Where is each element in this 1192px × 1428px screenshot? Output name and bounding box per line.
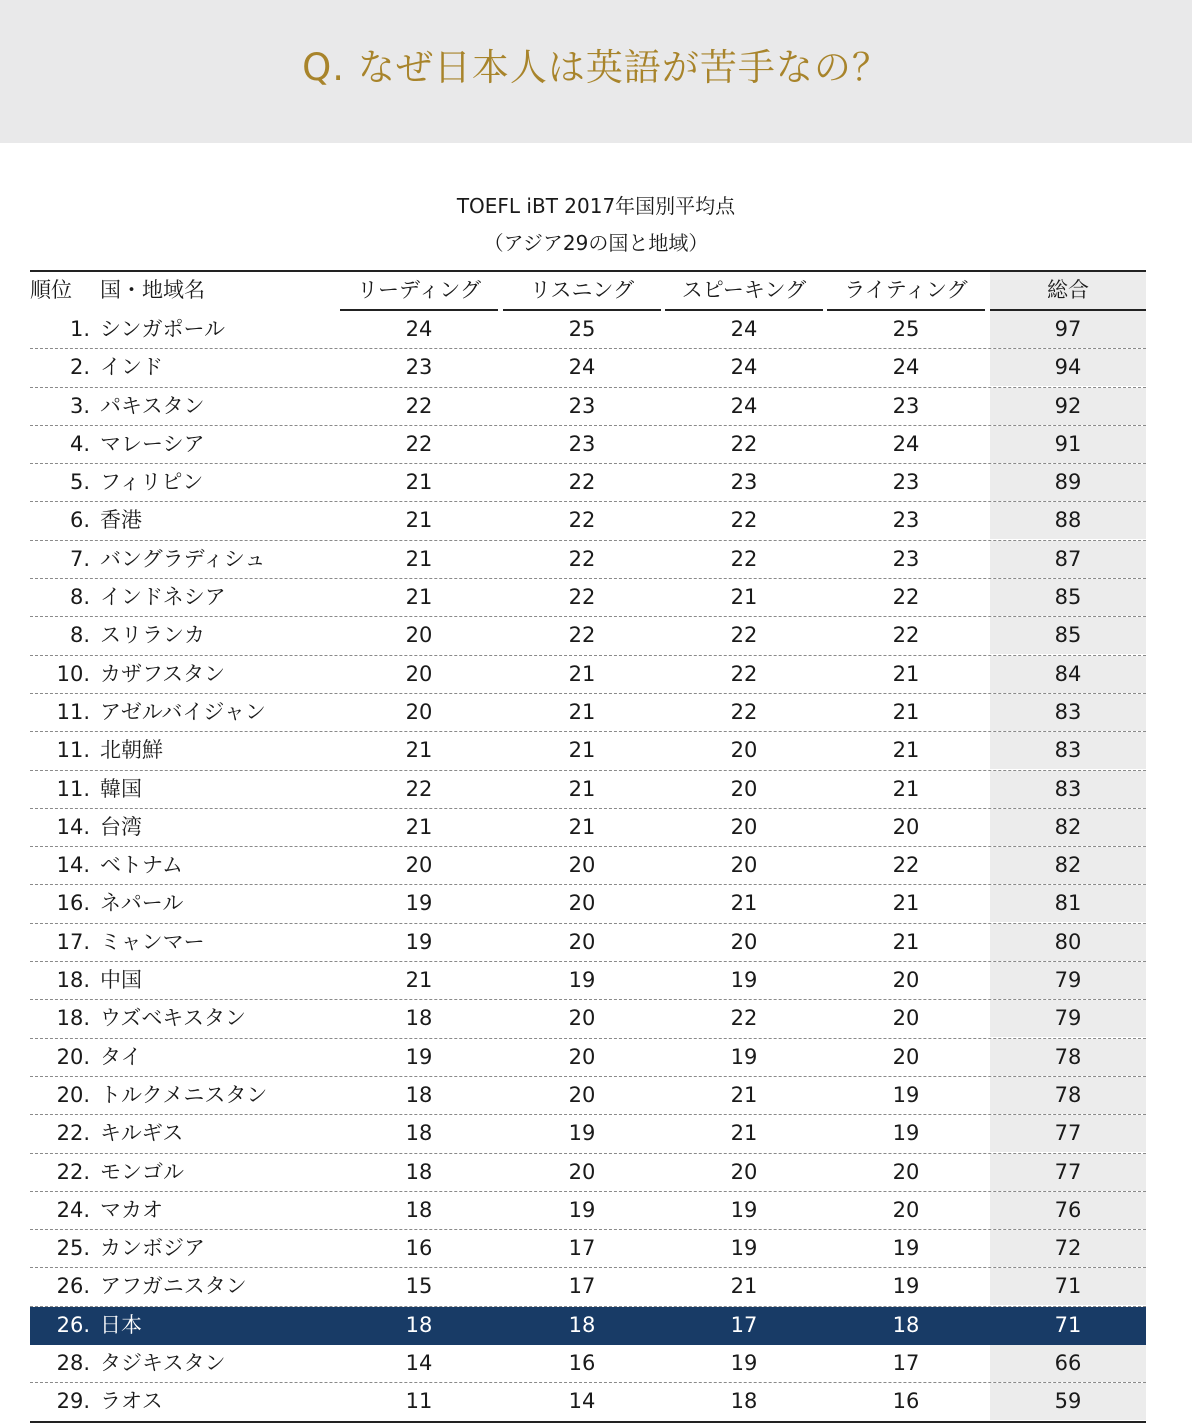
writing-cell: 17 xyxy=(892,1351,920,1376)
total-cell: 66 xyxy=(1054,1351,1082,1376)
table-subtitle: （アジア29の国と地域） xyxy=(483,231,709,255)
listening-cell: 25 xyxy=(568,317,596,341)
reading-cell: 18 xyxy=(405,1312,433,1337)
rank-cell: 10. xyxy=(56,661,90,686)
rank-cell: 26. xyxy=(56,1312,90,1337)
reading-cell: 21 xyxy=(405,738,433,763)
rank-cell: 17. xyxy=(56,929,90,954)
reading-cell: 18 xyxy=(405,1197,433,1222)
listening-cell: 20 xyxy=(568,1006,596,1031)
rank-cell: 14. xyxy=(56,853,90,878)
rank-cell: 2. xyxy=(69,355,90,380)
speaking-cell: 19 xyxy=(730,1236,758,1261)
table-row xyxy=(30,1000,1146,1038)
name-cell: スリランカ xyxy=(100,623,205,648)
speaking-cell: 20 xyxy=(730,853,758,878)
table-row xyxy=(30,426,1146,464)
total-cell: 83 xyxy=(1054,776,1082,801)
total-cell: 87 xyxy=(1054,546,1082,571)
writing-cell: 20 xyxy=(892,1197,920,1222)
speaking-cell: 22 xyxy=(730,431,758,456)
name-cell: カンボジア xyxy=(100,1236,205,1261)
total-cell: 85 xyxy=(1054,623,1082,648)
reading-cell: 22 xyxy=(405,393,433,418)
rank-cell: 20. xyxy=(56,1082,90,1107)
name-cell: 北朝鮮 xyxy=(100,738,163,763)
table-row xyxy=(30,1154,1146,1192)
reading-cell: 24 xyxy=(405,317,433,341)
listening-cell: 20 xyxy=(568,891,596,916)
total-cell: 72 xyxy=(1054,1236,1082,1261)
name-cell: マレーシア xyxy=(100,431,205,456)
rank-cell: 8. xyxy=(69,623,90,648)
reading-cell: 18 xyxy=(405,1159,433,1184)
table-row xyxy=(30,579,1146,617)
total-cell: 84 xyxy=(1054,661,1082,686)
table-row xyxy=(30,1383,1146,1422)
listening-cell: 20 xyxy=(568,1159,596,1184)
table-row xyxy=(30,924,1146,962)
col-header-speaking: スピーキング xyxy=(681,278,807,302)
speaking-cell: 24 xyxy=(730,317,758,341)
col-header-total: 総合 xyxy=(1047,278,1089,302)
writing-cell: 20 xyxy=(892,814,920,839)
table-body xyxy=(30,311,1146,1423)
name-cell: ミャンマー xyxy=(100,929,205,954)
writing-cell: 21 xyxy=(892,738,920,763)
speaking-cell: 21 xyxy=(730,1121,758,1146)
listening-cell: 20 xyxy=(568,1044,596,1069)
name-cell: ラオス xyxy=(100,1389,163,1414)
table-row xyxy=(30,885,1146,923)
name-cell: ベトナム xyxy=(100,853,183,878)
table-row xyxy=(30,1039,1146,1077)
reading-cell: 18 xyxy=(405,1121,433,1146)
listening-cell: 20 xyxy=(568,853,596,878)
speaking-cell: 19 xyxy=(730,968,758,993)
rank-cell: 26. xyxy=(56,1274,90,1299)
writing-cell: 21 xyxy=(892,699,920,724)
reading-cell: 20 xyxy=(405,661,433,686)
rank-cell: 6. xyxy=(69,508,90,533)
listening-cell: 14 xyxy=(568,1389,596,1414)
table-row xyxy=(30,1077,1146,1115)
reading-cell: 18 xyxy=(405,1082,433,1107)
speaking-cell: 20 xyxy=(730,738,758,763)
listening-cell: 21 xyxy=(568,776,596,801)
speaking-cell: 22 xyxy=(730,661,758,686)
table-title: TOEFL iBT 2017年国別平均点 xyxy=(456,194,736,218)
table-row xyxy=(30,311,1146,349)
name-cell: タイ xyxy=(100,1044,142,1069)
speaking-cell: 19 xyxy=(730,1044,758,1069)
listening-cell: 21 xyxy=(568,699,596,724)
table-row xyxy=(30,1115,1146,1153)
rank-cell: 8. xyxy=(69,585,90,610)
writing-cell: 21 xyxy=(892,929,920,954)
name-cell: ネパール xyxy=(100,891,184,916)
table-row xyxy=(30,847,1146,885)
listening-cell: 21 xyxy=(568,738,596,763)
table-row xyxy=(30,617,1146,655)
reading-cell: 19 xyxy=(405,1044,433,1069)
listening-cell: 19 xyxy=(568,1197,596,1222)
reading-cell: 20 xyxy=(405,623,433,648)
speaking-cell: 21 xyxy=(730,585,758,610)
table-row xyxy=(30,388,1146,426)
col-header-name: 国・地域名 xyxy=(100,278,205,302)
listening-cell: 20 xyxy=(568,929,596,954)
speaking-cell: 22 xyxy=(730,623,758,648)
table-row xyxy=(30,502,1146,540)
total-cell: 91 xyxy=(1054,431,1082,456)
writing-cell: 22 xyxy=(892,623,920,648)
total-cell: 83 xyxy=(1054,699,1082,724)
reading-cell: 20 xyxy=(405,699,433,724)
table-row-highlighted xyxy=(30,1307,1146,1345)
name-cell: フィリピン xyxy=(100,470,204,495)
total-cell: 78 xyxy=(1054,1044,1082,1069)
table-row xyxy=(30,349,1146,387)
writing-cell: 19 xyxy=(892,1082,920,1107)
speaking-cell: 22 xyxy=(730,546,758,571)
speaking-cell: 20 xyxy=(730,776,758,801)
total-cell: 59 xyxy=(1054,1389,1082,1414)
writing-cell: 20 xyxy=(892,968,920,993)
rank-cell: 11. xyxy=(56,776,90,801)
listening-cell: 22 xyxy=(568,546,596,571)
total-cell: 83 xyxy=(1054,738,1082,763)
listening-cell: 18 xyxy=(568,1312,596,1337)
total-cell: 92 xyxy=(1054,393,1082,418)
speaking-cell: 22 xyxy=(730,508,758,533)
listening-cell: 17 xyxy=(568,1274,596,1299)
name-cell: 韓国 xyxy=(100,776,142,801)
speaking-cell: 20 xyxy=(730,1159,758,1184)
reading-cell: 23 xyxy=(405,355,433,380)
rank-cell: 25. xyxy=(56,1236,90,1261)
rank-cell: 11. xyxy=(56,699,90,724)
writing-cell: 21 xyxy=(892,891,920,916)
total-cell: 81 xyxy=(1054,891,1082,916)
table-row xyxy=(30,732,1146,770)
writing-cell: 21 xyxy=(892,661,920,686)
table-row xyxy=(30,541,1146,579)
name-cell: キルギス xyxy=(100,1121,184,1146)
name-cell: カザフスタン xyxy=(100,661,226,686)
rank-cell: 14. xyxy=(56,814,90,839)
name-cell: トルクメニスタン xyxy=(100,1082,268,1107)
total-cell: 80 xyxy=(1054,929,1082,954)
speaking-cell: 20 xyxy=(730,814,758,839)
rank-cell: 24. xyxy=(56,1197,90,1222)
total-cell: 78 xyxy=(1054,1082,1082,1107)
writing-cell: 18 xyxy=(892,1312,920,1337)
total-cell: 76 xyxy=(1054,1197,1082,1222)
speaking-cell: 20 xyxy=(730,929,758,954)
total-cell: 71 xyxy=(1054,1274,1082,1299)
speaking-cell: 21 xyxy=(730,1274,758,1299)
rank-cell: 20. xyxy=(56,1044,90,1069)
total-cell: 82 xyxy=(1054,853,1082,878)
writing-cell: 20 xyxy=(892,1159,920,1184)
name-cell: シンガポール xyxy=(100,317,226,341)
reading-cell: 19 xyxy=(405,929,433,954)
reading-cell: 14 xyxy=(405,1351,433,1376)
total-cell: 89 xyxy=(1054,470,1082,495)
reading-cell: 21 xyxy=(405,585,433,610)
writing-cell: 24 xyxy=(892,431,920,456)
col-header-writing: ライティング xyxy=(844,278,968,302)
rank-cell: 29. xyxy=(56,1389,90,1414)
score-table xyxy=(30,270,1146,1423)
table-row xyxy=(30,656,1146,694)
table-row xyxy=(30,809,1146,847)
rank-cell: 7. xyxy=(69,546,90,571)
total-cell: 94 xyxy=(1054,355,1082,380)
speaking-cell: 22 xyxy=(730,699,758,724)
listening-cell: 20 xyxy=(568,1082,596,1107)
rank-cell: 18. xyxy=(56,1006,90,1031)
reading-cell: 21 xyxy=(405,968,433,993)
listening-cell: 16 xyxy=(568,1351,596,1376)
name-cell: 香港 xyxy=(100,508,142,533)
listening-cell: 22 xyxy=(568,623,596,648)
total-cell: 97 xyxy=(1054,317,1082,341)
listening-cell: 22 xyxy=(568,508,596,533)
writing-cell: 24 xyxy=(892,355,920,380)
writing-cell: 20 xyxy=(892,1006,920,1031)
listening-cell: 22 xyxy=(568,585,596,610)
writing-cell: 23 xyxy=(892,393,920,418)
table-header-row xyxy=(30,270,1146,311)
rank-cell: 1. xyxy=(69,317,90,341)
reading-cell: 11 xyxy=(405,1389,433,1414)
speaking-cell: 19 xyxy=(730,1351,758,1376)
writing-cell: 21 xyxy=(892,776,920,801)
listening-cell: 19 xyxy=(568,1121,596,1146)
table-row xyxy=(30,464,1146,502)
rank-cell: 4. xyxy=(69,431,90,456)
col-header-rank: 順位 xyxy=(30,278,72,302)
rank-cell: 5. xyxy=(69,470,90,495)
speaking-cell: 21 xyxy=(730,1082,758,1107)
speaking-cell: 21 xyxy=(730,891,758,916)
listening-cell: 23 xyxy=(568,393,596,418)
name-cell: アゼルバイジャン xyxy=(100,699,266,724)
reading-cell: 19 xyxy=(405,891,433,916)
table-row xyxy=(30,1230,1146,1268)
rank-cell: 18. xyxy=(56,968,90,993)
total-cell: 71 xyxy=(1054,1312,1082,1337)
name-cell: パキスタン xyxy=(100,393,205,418)
writing-cell: 19 xyxy=(892,1274,920,1299)
name-cell: バングラディシュ xyxy=(100,546,266,571)
name-cell: タジキスタン xyxy=(100,1351,226,1376)
reading-cell: 22 xyxy=(405,776,433,801)
writing-cell: 19 xyxy=(892,1121,920,1146)
rank-cell: 22. xyxy=(56,1121,90,1146)
total-cell: 82 xyxy=(1054,814,1082,839)
writing-cell: 20 xyxy=(892,1044,920,1069)
col-header-reading: リーディング xyxy=(357,278,481,302)
table-row xyxy=(30,1192,1146,1230)
rank-cell: 3. xyxy=(69,393,90,418)
reading-cell: 22 xyxy=(405,431,433,456)
reading-cell: 21 xyxy=(405,814,433,839)
listening-cell: 21 xyxy=(568,814,596,839)
reading-cell: 21 xyxy=(405,508,433,533)
total-cell: 79 xyxy=(1054,1006,1082,1031)
listening-cell: 23 xyxy=(568,431,596,456)
speaking-cell: 19 xyxy=(730,1197,758,1222)
writing-cell: 25 xyxy=(892,317,920,341)
reading-cell: 21 xyxy=(405,470,433,495)
listening-cell: 17 xyxy=(568,1236,596,1261)
writing-cell: 23 xyxy=(892,546,920,571)
question-title: Q. なぜ日本人は英語が苦手なの？ xyxy=(302,45,890,89)
name-cell: 日本 xyxy=(100,1312,142,1337)
name-cell: ウズベキスタン xyxy=(100,1006,246,1031)
speaking-cell: 18 xyxy=(730,1389,758,1414)
reading-cell: 16 xyxy=(405,1236,433,1261)
table-row xyxy=(30,694,1146,732)
writing-cell: 23 xyxy=(892,508,920,533)
listening-cell: 24 xyxy=(568,355,596,380)
writing-cell: 16 xyxy=(892,1389,920,1414)
total-cell: 77 xyxy=(1054,1121,1082,1146)
name-cell: インド xyxy=(100,355,163,380)
table-row xyxy=(30,1268,1146,1306)
speaking-cell: 22 xyxy=(730,1006,758,1031)
speaking-cell: 17 xyxy=(730,1312,758,1337)
writing-cell: 19 xyxy=(892,1236,920,1261)
name-cell: アフガニスタン xyxy=(100,1274,247,1299)
name-cell: マカオ xyxy=(100,1197,163,1222)
writing-cell: 22 xyxy=(892,853,920,878)
name-cell: インドネシア xyxy=(100,585,226,610)
name-cell: 台湾 xyxy=(100,814,142,839)
listening-cell: 21 xyxy=(568,661,596,686)
table-row xyxy=(30,962,1146,1000)
writing-cell: 23 xyxy=(892,470,920,495)
table-row xyxy=(30,1345,1146,1383)
total-cell: 79 xyxy=(1054,968,1082,993)
reading-cell: 20 xyxy=(405,853,433,878)
reading-cell: 18 xyxy=(405,1006,433,1031)
page-header xyxy=(0,0,1192,143)
name-cell: モンゴル xyxy=(100,1159,184,1184)
table-row xyxy=(30,771,1146,809)
speaking-cell: 24 xyxy=(730,393,758,418)
rank-cell: 11. xyxy=(56,738,90,763)
speaking-cell: 23 xyxy=(730,470,758,495)
total-cell: 88 xyxy=(1054,508,1082,533)
rank-cell: 22. xyxy=(56,1159,90,1184)
speaking-cell: 24 xyxy=(730,355,758,380)
writing-cell: 22 xyxy=(892,585,920,610)
listening-cell: 19 xyxy=(568,968,596,993)
rank-cell: 16. xyxy=(56,891,90,916)
total-cell: 77 xyxy=(1054,1159,1082,1184)
total-cell: 85 xyxy=(1054,585,1082,610)
rank-cell: 28. xyxy=(56,1351,90,1376)
name-cell: 中国 xyxy=(100,968,142,993)
listening-cell: 22 xyxy=(568,470,596,495)
reading-cell: 15 xyxy=(405,1274,433,1299)
col-header-listening: リスニング xyxy=(529,278,635,302)
reading-cell: 21 xyxy=(405,546,433,571)
